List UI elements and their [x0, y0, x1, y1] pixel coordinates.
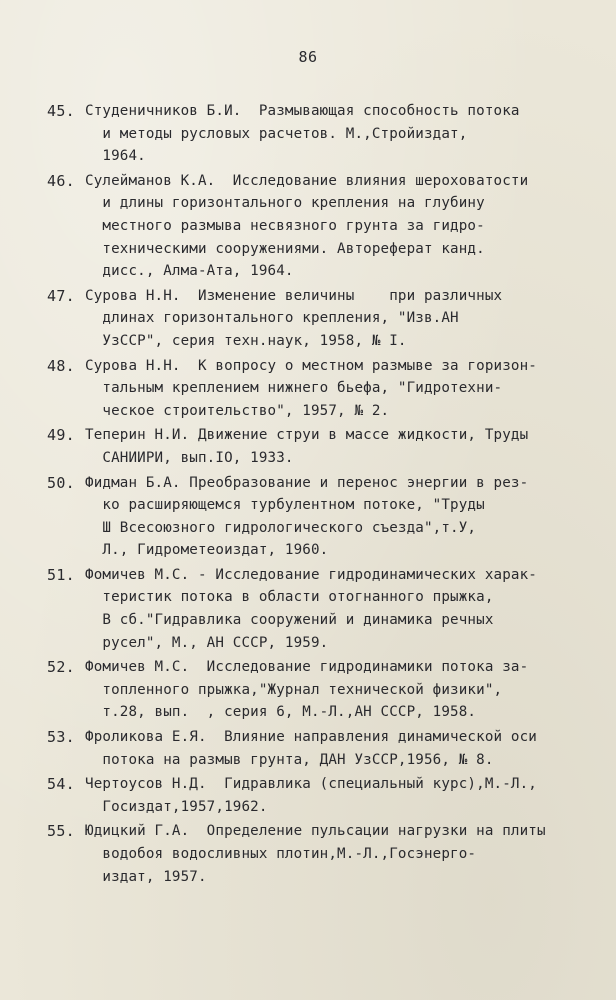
bibliography-entry-55	[47, 820, 595, 888]
entry-line: тальным креплением нижнего бьефа, "Гидротехни-	[85, 380, 503, 397]
bibliography-entry-52	[47, 656, 595, 724]
entry-line: издат, 1957.	[85, 868, 207, 885]
entry-line: Ш Всесоюзного гидрологического съезда",т.У,	[85, 519, 477, 536]
entry-line: Студеничников Б.И. Размывающая способность потока	[85, 103, 520, 119]
entry-line: ко расширяющемся турбулентном потоке, "Труды	[85, 497, 485, 514]
entry-line: Сурова Н.Н. Изменение величины при различных	[85, 287, 503, 304]
entry-number: 52.	[47, 658, 75, 677]
entry-line: УзССР", серия техн.наук, 1958, № I.	[85, 332, 407, 349]
entry-line: Сурова Н.Н. К вопросу о местном размыве за горизон-	[85, 357, 537, 374]
bibliography-entry-45	[47, 100, 595, 168]
entry-line: потока на размыв грунта, ДАН УзССР,1956, № 8.	[85, 751, 494, 768]
entry-line: Сулейманов К.А. Исследование влияния шероховатости	[85, 172, 529, 189]
entry-line: Фомичев М.С. - Исследование гидродинамических харак-	[85, 566, 537, 583]
entry-line: Чертоусов Н.Д. Гидравлика (специальный курс),М.-Л.,	[85, 776, 537, 793]
entry-line: длинах горизонтального крепления, "Изв.АН	[85, 310, 459, 327]
bibliography-entry-49	[47, 424, 595, 469]
entry-number: 51.	[47, 565, 75, 584]
entry-line: САНИИРИ, вып.IO, 1933.	[85, 449, 294, 466]
bibliography-entry-50	[47, 472, 595, 562]
entry-line: Фроликова Е.Я. Влияние направления динамической оси	[85, 729, 537, 746]
entry-number: 55.	[47, 822, 75, 841]
entry-number: 53.	[47, 728, 75, 747]
entry-line: т.28, вып. , серия 6, М.-Л.,АН СССР, 1958.	[85, 704, 477, 721]
entry-line: русел", М., АН СССР, 1959.	[85, 634, 329, 651]
bibliography-entry-51	[47, 564, 595, 654]
bibliography-entry-54	[47, 773, 595, 818]
entry-line: ческое строительство", 1957, № 2.	[85, 402, 390, 419]
entry-number: 54.	[47, 775, 75, 794]
entry-line: В сб."Гидравлика сооружений и динамика речных	[85, 612, 494, 629]
bibliography-entry-48	[47, 355, 595, 423]
entry-line: Л., Гидрометеоиздат, 1960.	[85, 542, 329, 559]
entry-number: 48.	[47, 356, 75, 375]
bibliography-entry-53	[47, 726, 595, 771]
entry-line: Юдицкий Г.А. Определение пульсации нагрузки на плиты	[85, 823, 546, 840]
entry-line: местного размыва несвязного грунта за гидро-	[85, 217, 485, 234]
entry-number: 46.	[47, 171, 75, 190]
bibliography-entry-46	[47, 170, 595, 283]
entry-line: Госиздат,1957,1962.	[85, 798, 268, 815]
entry-number: 50.	[47, 473, 75, 492]
entry-number: 47.	[47, 286, 75, 305]
entry-line: Фидман Б.А. Преобразование и перенос энергии в рез-	[85, 474, 529, 491]
page-number: 86	[298, 48, 318, 66]
entry-number: 49.	[47, 426, 75, 445]
entry-line: Теперин Н.И. Движение струи в массе жидкости, Труды	[85, 427, 529, 444]
entry-line: техническими сооружениями. Автореферат канд.	[85, 240, 485, 257]
bibliography-list	[47, 100, 595, 890]
bibliography-entry-47	[47, 285, 595, 353]
entry-line: Фомичев М.С. Исследование гидродинамики потока за-	[85, 659, 529, 676]
entry-line: и длины горизонтального крепления на глубину	[85, 195, 485, 212]
entry-line: теристик потока в области отогнанного прыжка,	[85, 589, 494, 606]
entry-line: дисс., Алма-Ата, 1964.	[85, 263, 294, 280]
entry-line: водобоя водосливных плотин,М.-Л.,Госэнерго-	[85, 846, 477, 862]
entry-line: топленного прыжка,"Журнал технической физики",	[85, 681, 503, 698]
entry-line: 1964.	[85, 148, 146, 165]
entry-number: 45.	[47, 102, 75, 120]
entry-line: и методы русловых расчетов. М.,Стройиздат,	[85, 125, 468, 142]
